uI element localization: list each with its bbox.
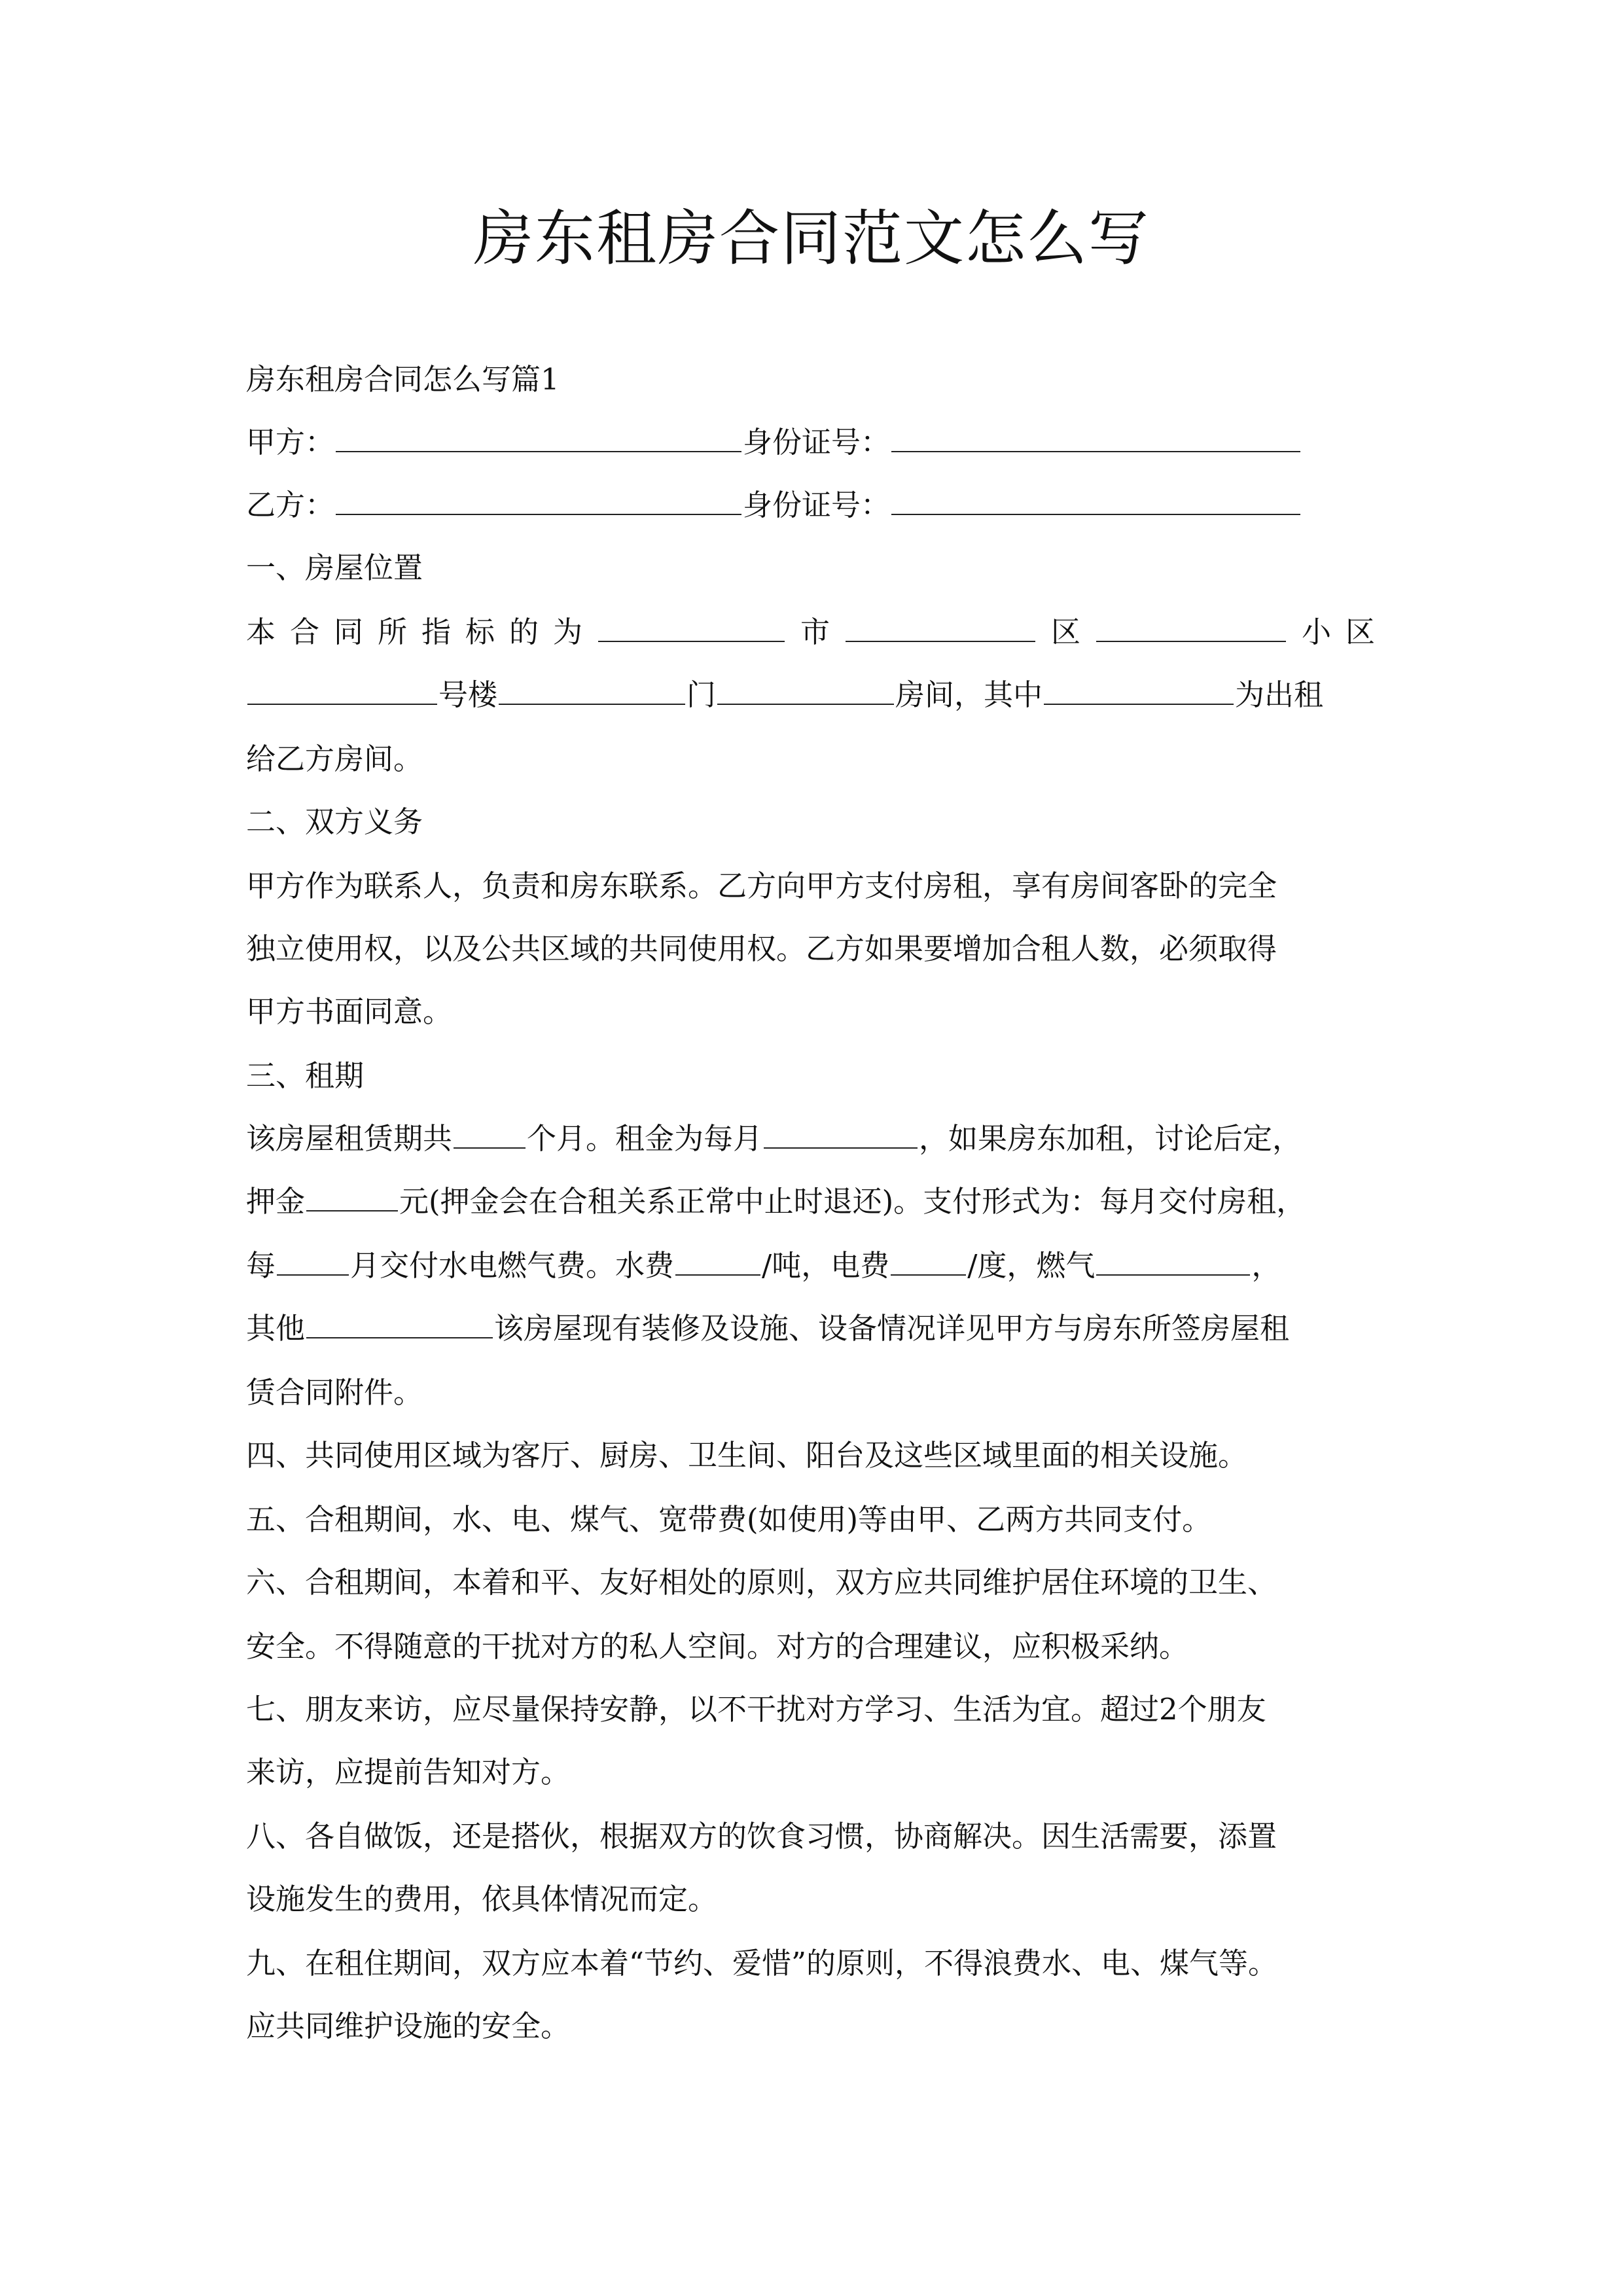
section-3-line-5: 赁合同附件。 (246, 1375, 423, 1410)
party-jia-id-label: 身份证号： (743, 425, 891, 459)
section-8-line-1: 八、各自做饭，还是搭伙，根据双方的饮食习惯，协商解决。因生活需要，添置 (246, 1819, 1277, 1854)
deposit-field[interactable] (306, 1184, 398, 1211)
room-field[interactable] (717, 677, 894, 705)
s3-text-a: 该房屋租赁期共 (246, 1121, 453, 1156)
s3-text-e: 元(押金会在合租关系正常中止时退还)。支付形式为：每月交付房租， (399, 1184, 1306, 1219)
s3-text-k: 其他 (246, 1311, 306, 1346)
utility-period-field[interactable] (277, 1248, 349, 1276)
section-1-line-3: 给乙方房间。 (246, 742, 423, 776)
page-title: 房东租房合同范文怎么写 (473, 204, 1150, 274)
section-7-line-1: 七、朋友来访，应尽量保持安静，以不干扰对方学习、生活为宜。超过2个朋友 (246, 1692, 1266, 1727)
s3-text-i: /度，燃气 (967, 1248, 1096, 1283)
party-yi-id-field[interactable] (891, 488, 1300, 515)
s3-text-f: 每 (246, 1248, 276, 1283)
s3-text-j: ， (1251, 1248, 1281, 1283)
s3-text-c: ，如果房东加租，讨论后定， (919, 1121, 1302, 1156)
section-3-heading: 三、租期 (246, 1058, 365, 1093)
party-jia-row (246, 422, 1398, 463)
section-6-line-1: 六、合租期间，本着和平、友好相处的原则，双方应共同维护居住环境的卫生、 (246, 1565, 1277, 1600)
section-1-heading: 一、房屋位置 (246, 550, 423, 585)
party-jia-label: 甲方： (246, 425, 335, 459)
section-9-line-2: 应共同维护设施的安全。 (246, 2009, 571, 2043)
section-2-heading: 二、双方义务 (246, 804, 423, 839)
section-4: 四、共同使用区域为客厅、厨房、卫生间、阳台及这些区域里面的相关设施。 (246, 1438, 1248, 1473)
party-yi-label: 乙方： (246, 488, 335, 522)
section-3-line-4 (246, 1308, 1398, 1350)
s3-text-b: 个月。租金为每月 (527, 1121, 763, 1156)
section-9-line-1: 九、在租住期间，双方应本着“节约、爱惜”的原则，不得浪费水、电、煤气等。 (246, 1946, 1278, 1981)
section-7-line-2: 来访，应提前告知对方。 (246, 1755, 571, 1789)
section-1-line-1 (246, 611, 1398, 653)
s1-text-f: 门 (687, 677, 717, 712)
section-2-line-1: 甲方作为联系人，负责和房东联系。乙方向甲方支付房租，享有房间客卧的完全 (246, 869, 1277, 903)
subtitle: 房东租房合同怎么写篇1 (246, 362, 560, 397)
city-field[interactable] (598, 615, 785, 642)
s1-text-a: 本合同所指标的为 (246, 615, 597, 649)
s3-text-d: 押金 (246, 1184, 306, 1219)
section-1-line-2 (246, 674, 1398, 716)
monthly-rent-field[interactable] (764, 1121, 918, 1149)
gas-fee-field[interactable] (1096, 1248, 1250, 1276)
district-field[interactable] (846, 615, 1035, 642)
building-field[interactable] (247, 677, 437, 705)
lease-months-field[interactable] (454, 1121, 526, 1149)
rented-room-field[interactable] (1044, 677, 1234, 705)
s3-text-l: 该房屋现有装修及设施、设备情况详见甲方与房东所签房屋租 (494, 1311, 1290, 1346)
s1-text-d: 小区 (1302, 615, 1390, 649)
s3-text-g: 月交付水电燃气费。水费 (350, 1248, 675, 1283)
party-jia-id-field[interactable] (891, 425, 1300, 452)
section-2-line-3: 甲方书面同意。 (246, 994, 453, 1029)
section-6-line-2: 安全。不得随意的干扰对方的私人空间。对方的合理建议，应积极采纳。 (246, 1629, 1189, 1664)
section-3-line-3 (246, 1245, 1398, 1287)
community-field[interactable] (1096, 615, 1286, 642)
section-3-line-1 (246, 1118, 1398, 1160)
section-3-line-2 (246, 1181, 1398, 1223)
party-yi-row (246, 484, 1398, 526)
s3-text-h: /吨，电费 (762, 1248, 890, 1283)
s1-text-h: 为出租 (1235, 677, 1324, 712)
section-5: 五、合租期间，水、电、煤气、宽带费(如使用)等由甲、乙两方共同支付。 (246, 1502, 1212, 1537)
other-fee-field[interactable] (306, 1311, 493, 1338)
s1-text-c: 区 (1051, 615, 1096, 649)
unit-field[interactable] (499, 677, 685, 705)
s1-text-b: 市 (800, 615, 845, 649)
electricity-fee-field[interactable] (891, 1248, 966, 1276)
s1-text-g: 房间，其中 (895, 677, 1043, 712)
water-fee-field[interactable] (675, 1248, 760, 1276)
party-yi-name-field[interactable] (336, 488, 741, 515)
s1-text-e: 号楼 (438, 677, 498, 712)
party-yi-id-label: 身份证号： (743, 488, 891, 522)
section-2-line-2: 独立使用权，以及公共区域的共同使用权。乙方如果要增加合租人数，必须取得 (246, 931, 1277, 966)
section-8-line-2: 设施发生的费用，依具体情况而定。 (246, 1882, 718, 1916)
party-jia-name-field[interactable] (336, 425, 741, 452)
